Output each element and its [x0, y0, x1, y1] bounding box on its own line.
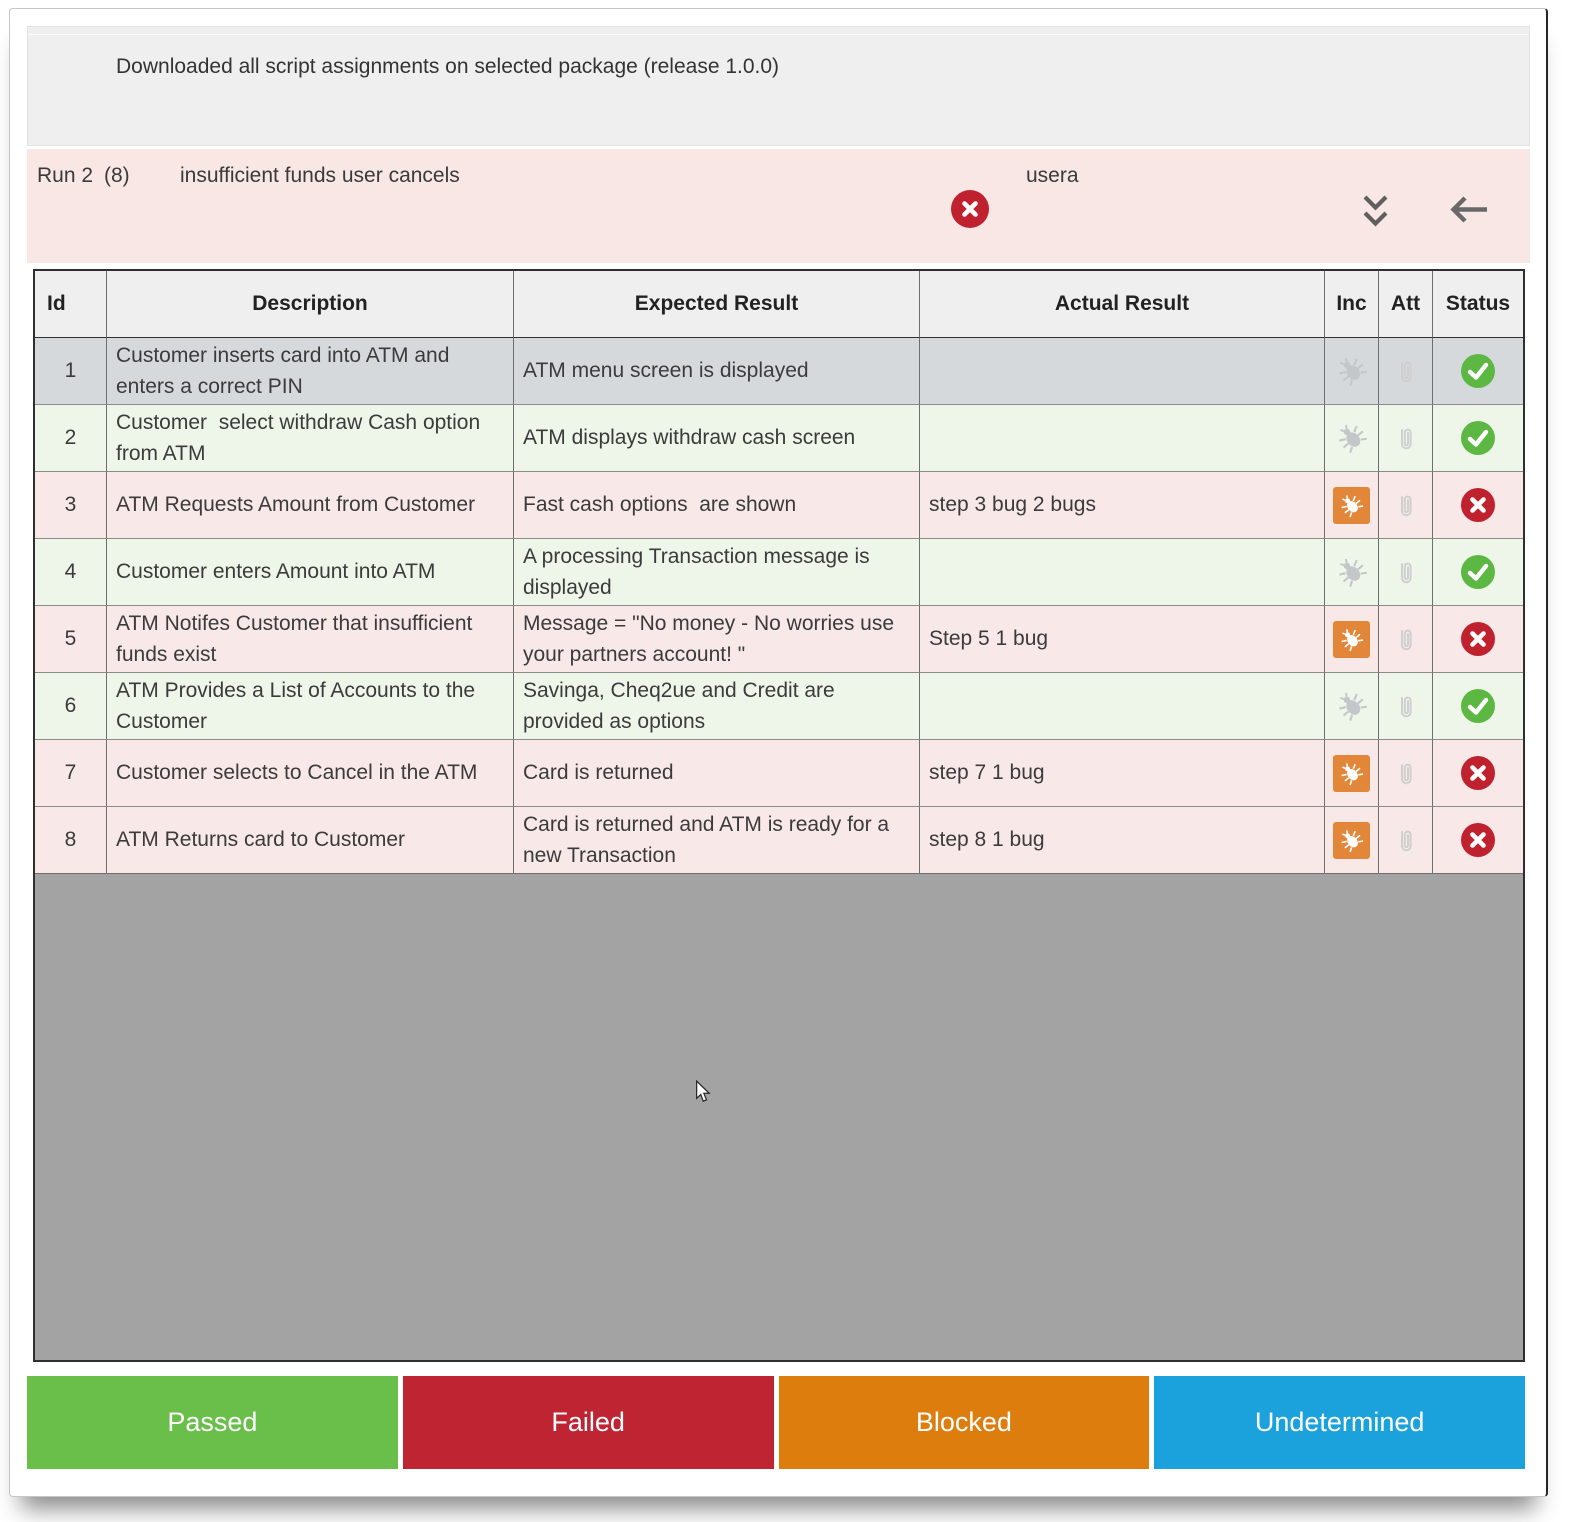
cell-actual-result [920, 338, 1325, 405]
status-cell [1433, 606, 1523, 673]
incident-cell [1325, 673, 1379, 740]
status-cell [1433, 405, 1523, 472]
cell-description: Customer inserts card into ATM and enters a correct PIN [107, 338, 514, 405]
status-message: Downloaded all script assignments on selected package (release 1.0.0) [116, 55, 780, 78]
cell-id: 4 [35, 539, 107, 606]
status-passed-icon [1461, 555, 1495, 589]
cell-description: ATM Requests Amount from Customer [107, 472, 514, 539]
cell-description: ATM Provides a List of Accounts to the Customer [107, 673, 514, 740]
cell-id: 6 [35, 673, 107, 740]
status-cell [1433, 472, 1523, 539]
bug-icon-disabled [1336, 355, 1368, 387]
paperclip-icon[interactable] [1395, 358, 1417, 385]
cell-expected-result: Card is returned and ATM is ready for a new Transaction [514, 807, 920, 874]
paperclip-icon[interactable] [1395, 693, 1417, 720]
paperclip-icon[interactable] [1395, 559, 1417, 586]
table-row[interactable] [35, 539, 1523, 606]
attachment-cell [1379, 807, 1433, 874]
column-header-status: Status [1433, 271, 1523, 338]
cell-actual-result [920, 539, 1325, 606]
failed-button[interactable]: Failed [403, 1376, 774, 1469]
status-cell [1433, 673, 1523, 740]
status-passed-icon [1461, 421, 1495, 455]
run-failed-x-circle-icon [951, 190, 989, 228]
cell-id: 1 [35, 338, 107, 405]
table-row[interactable] [35, 740, 1523, 807]
cell-id: 2 [35, 405, 107, 472]
run-count: (8) [104, 164, 130, 187]
cell-id: 5 [35, 606, 107, 673]
steps-table [33, 269, 1525, 1362]
run-label: Run 2 [37, 164, 94, 187]
run-user: usera [1026, 164, 1079, 187]
status-failed-icon [1461, 823, 1495, 857]
attachment-cell [1379, 539, 1433, 606]
cell-actual-result: step 8 1 bug [920, 807, 1325, 874]
back-button[interactable] [1448, 195, 1490, 224]
column-header-att: Att [1379, 271, 1433, 338]
cell-actual-result: step 3 bug 2 bugs [920, 472, 1325, 539]
incident-cell [1325, 338, 1379, 405]
bug-icon-disabled [1336, 556, 1368, 588]
cell-description: Customer enters Amount into ATM [107, 539, 514, 606]
incident-cell [1325, 472, 1379, 539]
cell-expected-result: Fast cash options are shown [514, 472, 920, 539]
bug-icon-disabled [1336, 422, 1368, 454]
table-row[interactable] [35, 472, 1523, 539]
paperclip-icon[interactable] [1395, 425, 1417, 452]
incident-cell [1325, 405, 1379, 472]
cell-description: Customer selects to Cancel in the ATM [107, 740, 514, 807]
test-script-window [9, 8, 1548, 1497]
incident-cell [1325, 807, 1379, 874]
cell-actual-result: step 7 1 bug [920, 740, 1325, 807]
cell-id: 3 [35, 472, 107, 539]
status-buttons [27, 1376, 1525, 1469]
paperclip-icon[interactable] [1395, 760, 1417, 787]
status-failed-icon [1461, 488, 1495, 522]
status-failed-icon [1461, 756, 1495, 790]
paperclip-icon[interactable] [1395, 827, 1417, 854]
passed-button[interactable]: Passed [27, 1376, 398, 1469]
blocked-button[interactable]: Blocked [779, 1376, 1150, 1469]
undetermined-button[interactable]: Undetermined [1154, 1376, 1525, 1469]
incident-cell [1325, 539, 1379, 606]
column-header-expected-result: Expected Result [514, 271, 920, 338]
cell-description: ATM Returns card to Customer [107, 807, 514, 874]
attachment-cell [1379, 740, 1433, 807]
column-header-id: Id [35, 271, 107, 338]
double-chevron-down-icon [1360, 192, 1391, 231]
cell-expected-result: A processing Transaction message is displayed [514, 539, 920, 606]
status-cell [1433, 807, 1523, 874]
cell-expected-result: Message = "No money - No worries use your partners account! " [514, 606, 920, 673]
table-row[interactable] [35, 405, 1523, 472]
column-header-inc: Inc [1325, 271, 1379, 338]
cell-expected-result: ATM menu screen is displayed [514, 338, 920, 405]
incident-bug-button[interactable] [1333, 822, 1370, 859]
cell-description: ATM Notifes Customer that insufficient funds exist [107, 606, 514, 673]
incident-cell [1325, 740, 1379, 807]
status-cell [1433, 740, 1523, 807]
attachment-cell [1379, 673, 1433, 740]
cell-id: 8 [35, 807, 107, 874]
cell-expected-result: ATM displays withdraw cash screen [514, 405, 920, 472]
empty-area [35, 874, 1523, 1360]
attachment-cell [1379, 606, 1433, 673]
cell-id: 7 [35, 740, 107, 807]
table-row[interactable] [35, 606, 1523, 673]
cell-actual-result: Step 5 1 bug [920, 606, 1325, 673]
mouse-cursor [695, 1080, 712, 1104]
incident-bug-button[interactable] [1333, 487, 1370, 524]
bug-icon-disabled [1336, 690, 1368, 722]
status-passed-icon [1461, 689, 1495, 723]
attachment-cell [1379, 472, 1433, 539]
run-title: insufficient funds user cancels [180, 164, 460, 187]
cell-actual-result [920, 673, 1325, 740]
paperclip-icon[interactable] [1395, 492, 1417, 519]
cell-expected-result: Card is returned [514, 740, 920, 807]
paperclip-icon[interactable] [1395, 626, 1417, 653]
cell-description: Customer select withdraw Cash option from ATM [107, 405, 514, 472]
attachment-cell [1379, 338, 1433, 405]
table-row[interactable] [35, 807, 1523, 874]
status-failed-icon [1461, 622, 1495, 656]
attachment-cell [1379, 405, 1433, 472]
arrow-left-icon [1448, 195, 1490, 224]
table-header-row [35, 271, 1523, 338]
collapse-all-button[interactable] [1360, 192, 1391, 231]
cell-actual-result [920, 405, 1325, 472]
status-cell [1433, 539, 1523, 606]
incident-cell [1325, 606, 1379, 673]
column-header-description: Description [107, 271, 514, 338]
status-passed-icon [1461, 354, 1495, 388]
status-message-bar [27, 26, 1530, 146]
status-cell [1433, 338, 1523, 405]
incident-bug-button[interactable] [1333, 755, 1370, 792]
incident-bug-button[interactable] [1333, 621, 1370, 658]
cell-expected-result: Savinga, Cheq2ue and Credit are provided as options [514, 673, 920, 740]
run-header [27, 149, 1530, 263]
table-row[interactable] [35, 673, 1523, 740]
table-row[interactable] [35, 338, 1523, 405]
column-header-actual-result: Actual Result [920, 271, 1325, 338]
